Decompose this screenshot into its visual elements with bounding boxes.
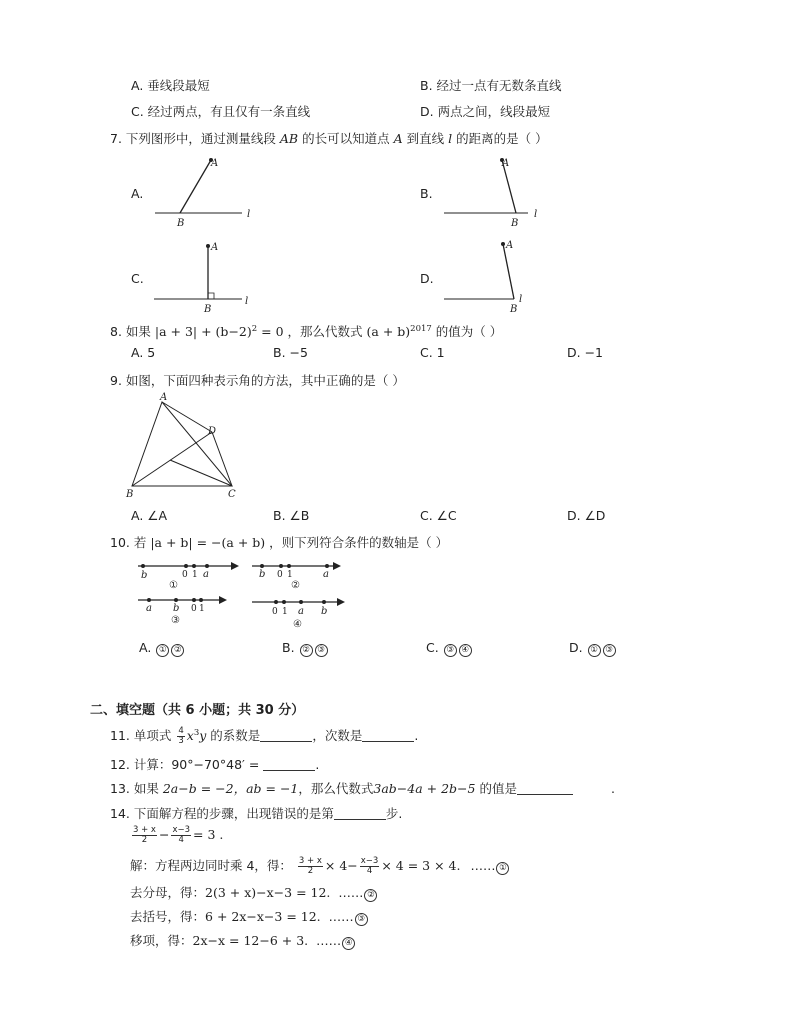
number-line-4 bbox=[252, 598, 345, 630]
q6-option-d: D. 两点之间，线段最短 bbox=[420, 104, 551, 119]
q8-stem: 8. 如果 $|a + 3| + (b-2)^2 = 0$ ，那么代数式 $(a + b)^{2017}$ 的值为（ ） bbox=[110, 323, 503, 339]
q9-option-a: A. ∠A bbox=[131, 508, 168, 523]
svg-text:0: 0 bbox=[277, 570, 283, 580]
q14-step-3: 去括号，得：6 + 2x−x−3 = 12. …… ③ bbox=[130, 907, 369, 926]
q9-figure bbox=[120, 390, 250, 505]
fig-c-point-b: B bbox=[204, 304, 212, 315]
q8-option-c: C. 1 bbox=[420, 345, 445, 360]
svg-text:0: 0 bbox=[182, 570, 188, 580]
q6-option-b: B. 经过一点有无数条直线 bbox=[420, 78, 562, 93]
svg-text:b: b bbox=[141, 570, 148, 581]
q14-stem: 14. 下面解方程的步骤，出现错误的是第 步. bbox=[110, 806, 403, 821]
q9-option-d: D. ∠D bbox=[567, 508, 606, 523]
svg-text:b: b bbox=[173, 603, 180, 614]
fig-b-point-b: B bbox=[511, 218, 519, 229]
q14-step-2: 去分母，得：2(3 + x)−x−3 = 12. …… ② bbox=[130, 883, 378, 902]
svg-text:b: b bbox=[321, 606, 328, 617]
q13-blank bbox=[517, 782, 573, 795]
q11-blank-coefficient bbox=[260, 729, 312, 742]
fig-b-line-l: l bbox=[534, 209, 538, 220]
fig-d-point-a: A bbox=[506, 240, 514, 251]
q9-point-a: A bbox=[160, 392, 168, 403]
section-2-heading: 二、填空题（共 6 小题；共 30 分） bbox=[90, 703, 305, 718]
q6-option-a: A. 垂线段最短 bbox=[131, 78, 210, 93]
q8-option-a: A. 5 bbox=[131, 345, 156, 360]
q10-option-c: C. ③ ④ bbox=[426, 640, 473, 657]
number-line-1 bbox=[138, 562, 239, 591]
q9-point-d: D bbox=[208, 426, 217, 437]
q14-equation: $\frac{3 + x}{2}$ − $\frac{x-3}{4}$ = 3 . bbox=[133, 825, 224, 845]
q7-figure-a bbox=[150, 150, 260, 230]
q7-figure-b bbox=[440, 150, 550, 230]
svg-text:1: 1 bbox=[192, 570, 198, 580]
svg-text:a: a bbox=[298, 606, 304, 617]
q8-option-b: B. −5 bbox=[273, 345, 308, 360]
q10-option-a: A. ① ② bbox=[139, 640, 185, 657]
svg-text:1: 1 bbox=[199, 604, 205, 614]
q12: 12. 计算：90°−70°48′ = . bbox=[110, 757, 320, 772]
q7-stem: 7. 下列图形中，通过测量线段 AB 的长可以知道点 A 到直线 l 的距离的是（ ） bbox=[110, 131, 548, 146]
q11: 11. 单项式 $\frac{4}{3}$ $x^3y$ 的系数是 ，次数是 . bbox=[110, 726, 419, 746]
svg-text:a: a bbox=[203, 569, 209, 580]
fig-a-point-a: A bbox=[211, 158, 219, 169]
q7-label-b: B. bbox=[420, 186, 433, 201]
svg-text:③: ③ bbox=[171, 615, 180, 626]
q7-figure-d bbox=[440, 236, 550, 316]
fig-d-line-l: l bbox=[519, 294, 523, 305]
q9-point-b: B bbox=[126, 489, 134, 500]
q14-step-4: 移项，得：2x−x = 12−6 + 3. …… ④ bbox=[130, 931, 356, 950]
q6-option-c: C. 经过两点，有且仅有一条直线 bbox=[131, 104, 311, 119]
svg-text:a: a bbox=[146, 603, 152, 614]
q10-option-b: B. ② ③ bbox=[282, 640, 329, 657]
fig-a-line-l: l bbox=[247, 209, 251, 220]
q9-stem: 9. 如图，下面四种表示角的方法，其中正确的是（ ） bbox=[110, 373, 405, 388]
q10-option-d: D. ① ③ bbox=[569, 640, 617, 657]
fig-d-point-b: B bbox=[510, 304, 518, 315]
q11-blank-degree bbox=[362, 729, 414, 742]
q7-figure-c bbox=[150, 236, 260, 316]
svg-text:②: ② bbox=[291, 580, 300, 591]
number-line-3 bbox=[138, 596, 227, 626]
svg-text:0: 0 bbox=[272, 607, 278, 617]
q7-label-a: A. bbox=[131, 186, 144, 201]
q14-blank bbox=[334, 807, 386, 820]
svg-text:1: 1 bbox=[282, 607, 288, 617]
q7-label-c: C. bbox=[131, 271, 144, 286]
q10-stem: 10. 若 |a + b| = −(a + b) ，则下列符合条件的数轴是（ ） bbox=[110, 535, 449, 550]
svg-text:a: a bbox=[323, 569, 329, 580]
q13: 13. 如果 2a−b = −2，ab = −1，那么代数式3ab−4a + 2b−5 的值是 . bbox=[110, 781, 615, 796]
fig-c-line-l: l bbox=[245, 296, 249, 307]
q11-coefficient-fraction: $\frac{4}{3}$ bbox=[178, 726, 184, 746]
fig-a-point-b: B bbox=[177, 218, 185, 229]
q7-label-d: D. bbox=[420, 271, 434, 286]
fig-b-point-a: A bbox=[502, 158, 510, 169]
svg-text:b: b bbox=[259, 569, 266, 580]
q14-step-1: 解：方程两边同时乘 4，得： $\frac{3 + x}{2}$ × 4− $\frac{x-3}{4}$ × 4 = 3 × 4. …… ① bbox=[130, 856, 510, 876]
svg-text:1: 1 bbox=[287, 570, 293, 580]
q9-point-c: C bbox=[228, 489, 236, 500]
q12-blank bbox=[263, 758, 315, 771]
q10-number-lines bbox=[135, 557, 365, 637]
svg-text:④: ④ bbox=[293, 619, 302, 630]
q9-option-c: C. ∠C bbox=[420, 508, 457, 523]
q8-option-d: D. −1 bbox=[567, 345, 603, 360]
number-line-2 bbox=[252, 562, 341, 591]
svg-text:0: 0 bbox=[191, 604, 197, 614]
svg-text:①: ① bbox=[169, 580, 178, 591]
q9-option-b: B. ∠B bbox=[273, 508, 310, 523]
fig-c-point-a: A bbox=[211, 242, 219, 253]
